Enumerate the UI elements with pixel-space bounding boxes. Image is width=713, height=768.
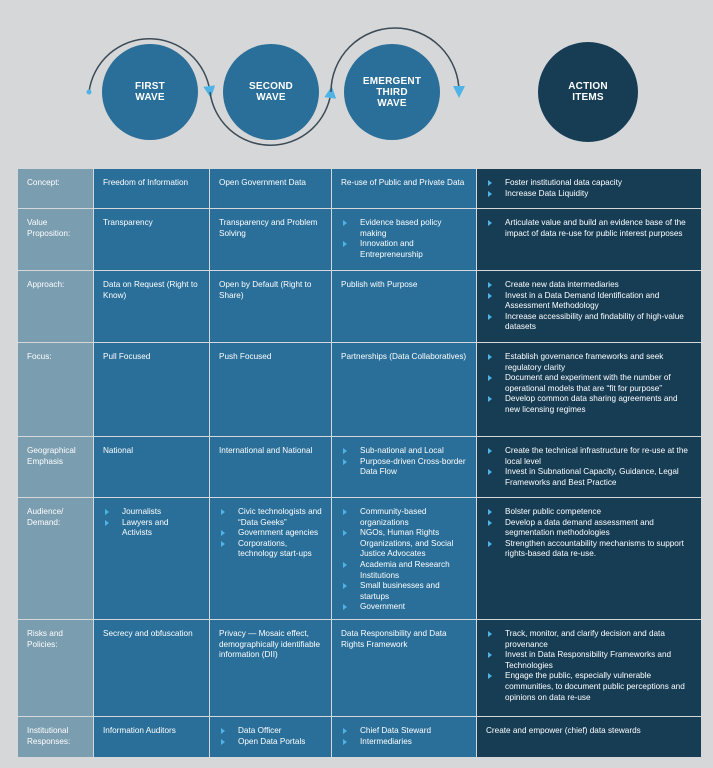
action-list	[486, 507, 692, 560]
cell-text: Publish with Purpose	[341, 280, 418, 289]
bullet-item: Corporations, technology start-ups	[219, 539, 322, 560]
table-row	[18, 716, 702, 757]
action-list	[486, 629, 692, 703]
row-label: Audience/ Demand:	[27, 507, 64, 527]
comparison-table	[17, 168, 702, 758]
table-row	[18, 343, 702, 437]
action-items-cell	[477, 209, 702, 271]
second-wave-label: SECOND WAVE	[249, 81, 293, 103]
row-label: Approach:	[27, 280, 65, 289]
first-wave-cell	[94, 716, 210, 757]
action-list	[486, 178, 692, 199]
action-items-cell	[477, 343, 702, 437]
second-wave-cell	[210, 437, 332, 498]
action-item: Articulate value and build an evidence base of the impact of data re-use for public interest purposes	[486, 218, 692, 239]
row-label-cell	[18, 271, 94, 343]
bullet-list	[219, 726, 322, 747]
cell-text: Freedom of Information	[103, 178, 189, 187]
table-row	[18, 619, 702, 716]
action-item: Document and experiment with the number of operational models that are “fit for purpose”	[486, 373, 692, 394]
row-label-cell	[18, 343, 94, 437]
action-item: Foster institutional data capacity	[486, 178, 692, 189]
bullet-item: Academia and Research Institutions	[341, 560, 467, 581]
bullet-item: NGOs, Human Rights Organizations, and Social Justice Advocates	[341, 528, 467, 560]
cell-text: Data Responsibility and Data Rights Framework	[341, 628, 447, 649]
third-wave-cell	[332, 437, 477, 498]
action-item: Increase Data Liquidity	[486, 189, 692, 200]
first-wave-cell	[94, 619, 210, 716]
second-wave-cell	[210, 271, 332, 343]
second-wave-circle	[223, 44, 319, 140]
bullet-list	[341, 218, 467, 260]
cell-text: National	[103, 446, 134, 455]
action-item: Bolster public competence	[486, 507, 692, 518]
comparison-table-body	[18, 169, 702, 758]
cell-text: Push Focused	[219, 352, 272, 361]
action-item: Create the technical infrastructure for re-use at the local level	[486, 446, 692, 467]
second-wave-cell	[210, 209, 332, 271]
row-label-cell	[18, 716, 94, 757]
action-items-cell	[477, 271, 702, 343]
cell-text: Re-use of Public and Private Data	[341, 178, 465, 187]
bullet-list	[341, 726, 467, 747]
action-item: Strengthen accountability mechanisms to support rights-based data re-use.	[486, 539, 692, 560]
bullet-item: Civic technologists and “Data Geeks”	[219, 507, 322, 528]
first-wave-cell	[94, 498, 210, 620]
row-label-cell	[18, 169, 94, 209]
action-item: Engage the public, especially vulnerable communities, to document public perceptions and opinions on data re-use	[486, 671, 692, 703]
third-wave-cell	[332, 498, 477, 620]
bullet-item: Data Officer	[219, 726, 322, 737]
cell-text: International and National	[219, 446, 313, 455]
bullet-item: Community-based organizations	[341, 507, 467, 528]
bullet-item: Purpose-driven Cross-border Data Flow	[341, 457, 467, 478]
action-item: Create new data intermediaries	[486, 280, 692, 291]
bullet-item: Chief Data Steward	[341, 726, 467, 737]
cell-text: Secrecy and obfuscation	[103, 628, 193, 638]
bullet-item: Journalists	[103, 507, 200, 518]
action-item: Increase accessibility and findability of high-value datasets	[486, 312, 692, 333]
bullet-list	[219, 507, 322, 560]
bullet-item: Sub-national and Local	[341, 446, 467, 457]
row-label-cell	[18, 619, 94, 716]
first-wave-cell	[94, 437, 210, 498]
first-wave-label: FIRST WAVE	[135, 81, 165, 103]
row-label: Institutional Responses:	[27, 725, 71, 746]
first-wave-cell	[94, 209, 210, 271]
bullet-item: Evidence based policy making	[341, 218, 467, 239]
action-item: Develop a data demand assessment and segmentation methodologies	[486, 518, 692, 539]
row-label: Risks and Policies:	[27, 628, 63, 649]
second-wave-cell	[210, 169, 332, 209]
cell-text: Transparency and Problem Solving	[219, 218, 318, 238]
bullet-item: Government	[341, 602, 467, 613]
bullet-item: Open Data Portals	[219, 737, 322, 748]
third-wave-cell	[332, 209, 477, 271]
row-label: Concept:	[27, 178, 60, 187]
table-row	[18, 437, 702, 498]
first-wave-circle	[102, 44, 198, 140]
action-item: Invest in Subnational Capacity, Guidance, Legal Frameworks and Best Practice	[486, 467, 692, 488]
third-wave-label: EMERGENT THIRD WAVE	[362, 75, 422, 109]
third-wave-cell	[332, 343, 477, 437]
table-row	[18, 271, 702, 343]
action-item: Track, monitor, and clarify decision and data provenance	[486, 629, 692, 650]
cell-text: Privacy — Mosaic effect, demographically identifiable information (DII)	[219, 628, 321, 660]
action-list	[486, 218, 692, 239]
cell-text: Data on Request (Right to Know)	[103, 280, 198, 300]
row-label-cell	[18, 498, 94, 620]
second-wave-cell	[210, 619, 332, 716]
wave-header	[0, 0, 713, 165]
first-wave-cell	[94, 271, 210, 343]
action-list	[486, 280, 692, 333]
bullet-list	[103, 507, 200, 539]
bullet-item: Innovation and Entrepreneurship	[341, 239, 467, 260]
third-wave-cell	[332, 169, 477, 209]
row-label-cell	[18, 437, 94, 498]
row-label: Geographical Emphasis	[27, 446, 76, 466]
action-item: Invest in a Data Demand Identification and Assessment Methodology	[486, 291, 692, 312]
cell-text: Open by Default (Right to Share)	[219, 280, 312, 300]
row-label-cell	[18, 209, 94, 271]
third-wave-circle	[344, 44, 440, 140]
cell-text: Open Government Data	[219, 178, 306, 187]
action-items-label: ACTION ITEMS	[568, 81, 608, 103]
bullet-list	[341, 446, 467, 478]
cell-text: Transparency	[103, 218, 153, 227]
cell-text: Pull Focused	[103, 352, 151, 361]
first-wave-cell	[94, 169, 210, 209]
second-wave-cell	[210, 716, 332, 757]
third-wave-cell	[332, 619, 477, 716]
bullet-item: Lawyers and Activists	[103, 518, 200, 539]
row-label: Value Proposition:	[27, 218, 71, 238]
second-wave-cell	[210, 498, 332, 620]
action-text: Create and empower (chief) data stewards	[486, 725, 641, 735]
third-wave-cell	[332, 271, 477, 343]
bullet-item: Government agencies	[219, 528, 322, 539]
action-item: Invest in Data Responsibility Frameworks and Technologies	[486, 650, 692, 671]
action-items-cell	[477, 498, 702, 620]
arc-start-dot	[87, 90, 92, 95]
cell-text: Partnerships (Data Collaboratives)	[341, 352, 467, 361]
second-wave-cell	[210, 343, 332, 437]
action-items-circle	[538, 42, 638, 142]
action-list	[486, 352, 692, 416]
action-item: Establish governance frameworks and seek regulatory clarity	[486, 352, 692, 373]
cell-text: Information Auditors	[103, 725, 176, 735]
action-items-cell	[477, 437, 702, 498]
bullet-item: Intermediaries	[341, 737, 467, 748]
action-items-cell	[477, 169, 702, 209]
first-wave-cell	[94, 343, 210, 437]
bullet-list	[341, 507, 467, 613]
action-list	[486, 446, 692, 488]
table-row	[18, 498, 702, 620]
action-items-cell	[477, 716, 702, 757]
bullet-item: Small businesses and startups	[341, 581, 467, 602]
action-items-cell	[477, 619, 702, 716]
row-label: Focus:	[27, 352, 52, 361]
table-row	[18, 169, 702, 209]
third-wave-cell	[332, 716, 477, 757]
table-row	[18, 209, 702, 271]
action-item: Develop common data sharing agreements and new licensing regimes	[486, 394, 692, 415]
